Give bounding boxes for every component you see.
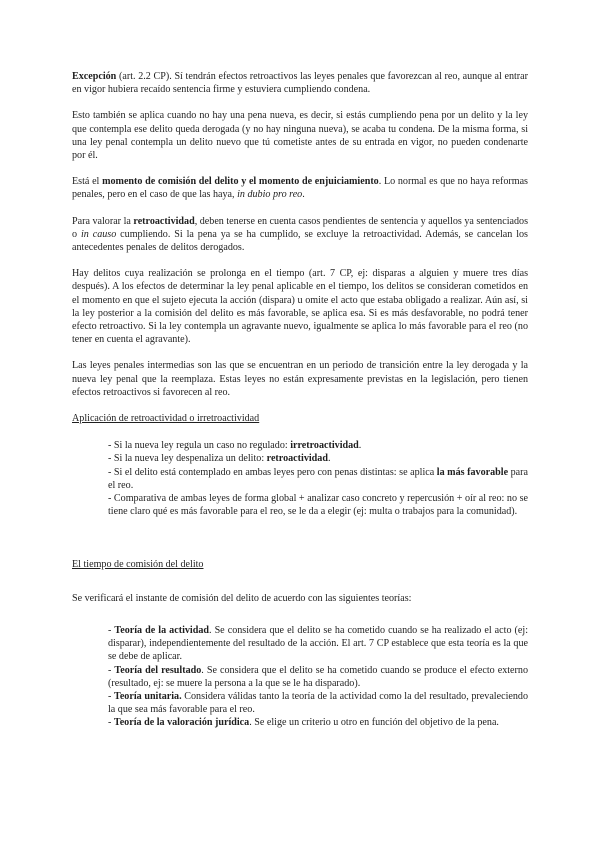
- paragraph-text: .: [302, 189, 305, 201]
- paragraph-text: Se verificará el instante de comisión del delito de acuerdo con las siguientes teorías:: [72, 592, 412, 604]
- bold-term: retroactividad: [133, 215, 195, 227]
- list-item-text: .: [327, 453, 331, 465]
- list-item-text: .: [358, 440, 362, 452]
- bold-term: irretroactividad: [290, 440, 359, 452]
- list-item-text: -: [108, 624, 115, 636]
- list-item-legal-valuation-theory: [108, 716, 528, 729]
- list-item-text: -: [108, 717, 114, 729]
- section-heading-commission-time: El tiempo de comisión del delito: [72, 559, 204, 571]
- list-item-text: para el reo.: [108, 466, 528, 491]
- list-item-text: -: [108, 664, 115, 676]
- list-item-text: . Se elige un criterio u otro en función del objetivo de la pena.: [249, 717, 499, 729]
- italic-term: in dubio pro reo: [237, 189, 303, 201]
- paragraph-derogation: [72, 109, 528, 162]
- list-item-text: -: [108, 690, 115, 702]
- list-item: [108, 492, 528, 518]
- paragraph-text: Hay delitos cuya realización se prolonga en el tiempo (art. 7 CP, ej: disparas a alguien y muere tres días después). A los efectos de determinar la ley penal aplicable en el tiempo, los delitos se consideran cometidos en el momento en que el sujeto ejecuta la acción (dispara) u omite el acto que estaba obligado a realizar. Aún así, si la ley posterior a la comisión del delito es más favorable, se aplica esa. Si es más desfavorable, no podrá tener efecto retroactivo. Si la ley contempla un agravante nuevo, igualmente se aplica lo más favorable para el reo (no tener en cuenta el agravante).: [72, 268, 528, 346]
- bold-term: retroactividad: [266, 453, 328, 465]
- bold-term: Excepción: [72, 71, 117, 82]
- list-item-activity-theory: [108, 624, 528, 664]
- paragraph-exception: [72, 70, 528, 96]
- list-item-unitary-theory: [108, 690, 528, 716]
- bold-term: Teoría de la actividad: [114, 624, 209, 636]
- theories-list: [108, 624, 528, 730]
- bold-term: Teoría unitaria.: [114, 690, 182, 702]
- bold-term: la más favorable: [436, 466, 509, 478]
- paragraph-prolonged-crimes: [72, 267, 528, 346]
- paragraph-theories-intro: [72, 592, 528, 605]
- list-item-result-theory: [108, 664, 528, 690]
- list-item: [108, 452, 528, 465]
- paragraph-text: Para valorar la: [72, 215, 134, 227]
- paragraph-retroactivity: [72, 215, 528, 255]
- paragraph-text: . Lo normal es que no haya reformas penales, pero en el caso de que las haya,: [72, 176, 528, 201]
- bold-term: momento de comisión del delito y el momento de enjuiciamiento: [102, 176, 379, 188]
- list-item-text: . Se considera que el delito se ha cometido cuando se ha realizado el acto (ej: disparar), independientemente del resultado de la acción. El art. 7 CP establece que esta teoría es la que se debe de aplicar.: [108, 624, 528, 663]
- list-item-text: - Comparativa de ambas leyes de forma global + analizar caso concreto y repercusión + oír al reo: no se tiene claro qué es más favorable para el reo, se le da a elegir (ej: multa o trabajos para la comunidad).: [108, 493, 528, 518]
- retroactivity-list: [108, 439, 528, 518]
- paragraph-text: , deben tenerse en cuenta casos pendientes de sentencia y aquellos ya sentenciados o: [72, 215, 528, 240]
- list-item: [108, 466, 528, 492]
- list-item: [108, 439, 528, 452]
- paragraph-text: (art. 2.2 CP). Sí tendrán efectos retroactivos las leyes penales que favorezcan al reo, aunque al entrar en vigor hubiera recaído sentencia firme y estuviera cumpliendo condena.: [72, 71, 528, 96]
- list-item-text: Considera válidas tanto la teoría de la actividad como la del resultado, prevaleciendo la que sea más favorable para el reo.: [108, 690, 528, 716]
- paragraph-text: Esto también se aplica cuando no hay una pena nueva, es decir, si estás cumpliendo pena por un delito y la ley que contempla ese delito queda derogada (y no hay ninguna nueva), se acaba tu condena. De la misma forma, si una ley penal contempla un delito nuevo que tú cometiste antes de su entrada en vigor, no pueden condenarte por él.: [72, 110, 528, 162]
- italic-term: in causo: [80, 228, 117, 240]
- list-item-text: . Se considera que el delito se ha cometido cuando se produce el efecto externo (resultado, ej: se muere la persona a la que se le ha disparado).: [108, 664, 528, 689]
- list-item-text: - Si la nueva ley despenaliza un delito:: [108, 453, 267, 465]
- paragraph-text: Las leyes penales intermedias son las que se encuentran en un periodo de transición entre la ley derogada y la nueva ley penal que la reemplaza. Estas leyes no están expresamente previstas en la legislación, pero tienen efectos retroactivos si favorecen al reo.: [72, 360, 528, 398]
- paragraph-text: cumpliendo. Si la pena ya se ha cumplido, se excluye la retroactividad. Además, se cancelan los antecedentes penales de delitos derogados.: [72, 228, 528, 254]
- paragraph-text: Está el: [72, 176, 103, 188]
- bold-term: Teoría de la valoración jurídica: [113, 717, 250, 729]
- bold-term: Teoría del resultado: [114, 664, 202, 676]
- list-item-text: - Si la nueva ley regula un caso no regulado:: [108, 440, 291, 452]
- section-heading-retroactivity: Aplicación de retroactividad o irretroactividad: [72, 413, 260, 425]
- paragraph-moments: [72, 175, 528, 201]
- paragraph-intermediate-laws: [72, 359, 528, 399]
- list-item-text: - Si el delito está contemplado en ambas leyes pero con penas distintas: se aplica: [108, 466, 437, 478]
